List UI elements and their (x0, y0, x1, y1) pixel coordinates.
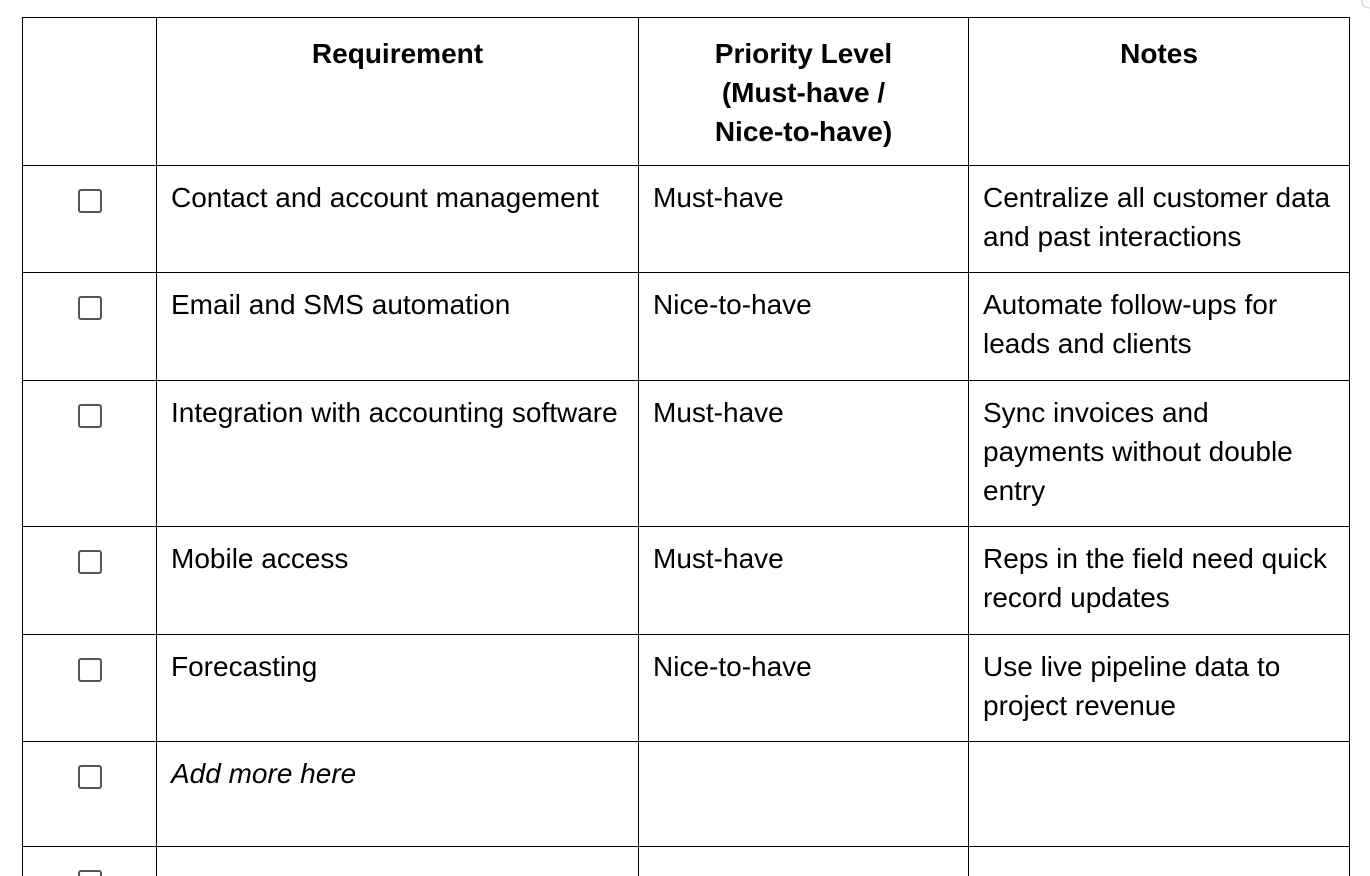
priority-cell[interactable] (639, 381, 969, 527)
requirement-text: Forecasting (171, 651, 318, 682)
header-notes: Notes (969, 18, 1350, 166)
row-checkbox[interactable] (78, 658, 102, 682)
resize-handle-icon[interactable] (1362, 0, 1370, 8)
priority-text (639, 847, 968, 859)
header-priority-line-3: Nice-to-have) (714, 116, 893, 147)
notes-text: Use live pipeline data to project revenue (983, 651, 1281, 721)
priority-text: Nice-to-have (653, 289, 812, 320)
checkbox-cell (23, 527, 157, 635)
notes-text (969, 847, 1349, 859)
row-checkbox[interactable] (78, 765, 102, 789)
notes-cell[interactable] (969, 742, 1350, 847)
table-row (23, 527, 1350, 635)
row-checkbox[interactable] (78, 189, 102, 213)
priority-text: Must-have (653, 397, 784, 428)
table-row (23, 381, 1350, 527)
row-checkbox[interactable] (78, 404, 102, 428)
priority-text: Must-have (653, 543, 784, 574)
requirement-text: Email and SMS automation (171, 289, 511, 320)
notes-text: Automate follow-ups for leads and clients (983, 289, 1278, 359)
notes-cell[interactable] (969, 381, 1350, 527)
row-checkbox[interactable] (78, 296, 102, 320)
notes-cell[interactable] (969, 166, 1350, 273)
table-header-row (23, 18, 1350, 166)
priority-cell[interactable] (639, 273, 969, 381)
requirements-table (22, 17, 1350, 876)
header-priority-line-2: (Must-have / (721, 77, 886, 108)
checkbox-cell (23, 847, 157, 876)
row-checkbox[interactable] (78, 550, 102, 574)
requirement-cell[interactable] (157, 742, 639, 847)
notes-cell[interactable] (969, 527, 1350, 635)
notes-text (969, 742, 1349, 754)
add-more-placeholder: Add more here (171, 758, 357, 789)
requirement-cell[interactable] (157, 635, 639, 742)
priority-text: Nice-to-have (653, 651, 812, 682)
requirement-text: Contact and account management (171, 182, 600, 213)
notes-text: Centralize all customer data and past interactions (983, 182, 1331, 252)
requirement-cell[interactable] (157, 847, 639, 876)
priority-cell[interactable] (639, 847, 969, 876)
checkbox-cell (23, 635, 157, 742)
header-priority-level (639, 18, 969, 166)
notes-cell[interactable] (969, 847, 1350, 876)
notes-cell[interactable] (969, 273, 1350, 381)
table-row (23, 166, 1350, 273)
header-requirement: Requirement (157, 18, 639, 166)
row-checkbox[interactable] (78, 870, 102, 876)
checkbox-cell (23, 273, 157, 381)
requirement-cell[interactable] (157, 273, 639, 381)
table-row (23, 847, 1350, 876)
priority-text (639, 742, 968, 754)
table-row (23, 742, 1350, 847)
table-row (23, 635, 1350, 742)
requirement-cell[interactable] (157, 381, 639, 527)
table-row (23, 273, 1350, 381)
requirement-text (157, 847, 638, 859)
priority-cell[interactable] (639, 166, 969, 273)
checkbox-cell (23, 381, 157, 527)
priority-cell[interactable] (639, 527, 969, 635)
notes-text: Reps in the field need quick record updates (983, 543, 1327, 613)
notes-cell[interactable] (969, 635, 1350, 742)
header-priority-line-1: Priority Level (714, 38, 893, 69)
checkbox-cell (23, 742, 157, 847)
requirement-text: Mobile access (171, 543, 349, 574)
header-checkbox-column (23, 18, 157, 166)
notes-text: Sync invoices and payments without double entry (983, 397, 1293, 506)
priority-cell[interactable] (639, 742, 969, 847)
priority-text: Must-have (653, 182, 784, 213)
requirement-cell[interactable] (157, 166, 639, 273)
priority-cell[interactable] (639, 635, 969, 742)
requirement-cell[interactable] (157, 527, 639, 635)
checkbox-cell (23, 166, 157, 273)
requirement-text: Integration with accounting software (171, 397, 618, 428)
